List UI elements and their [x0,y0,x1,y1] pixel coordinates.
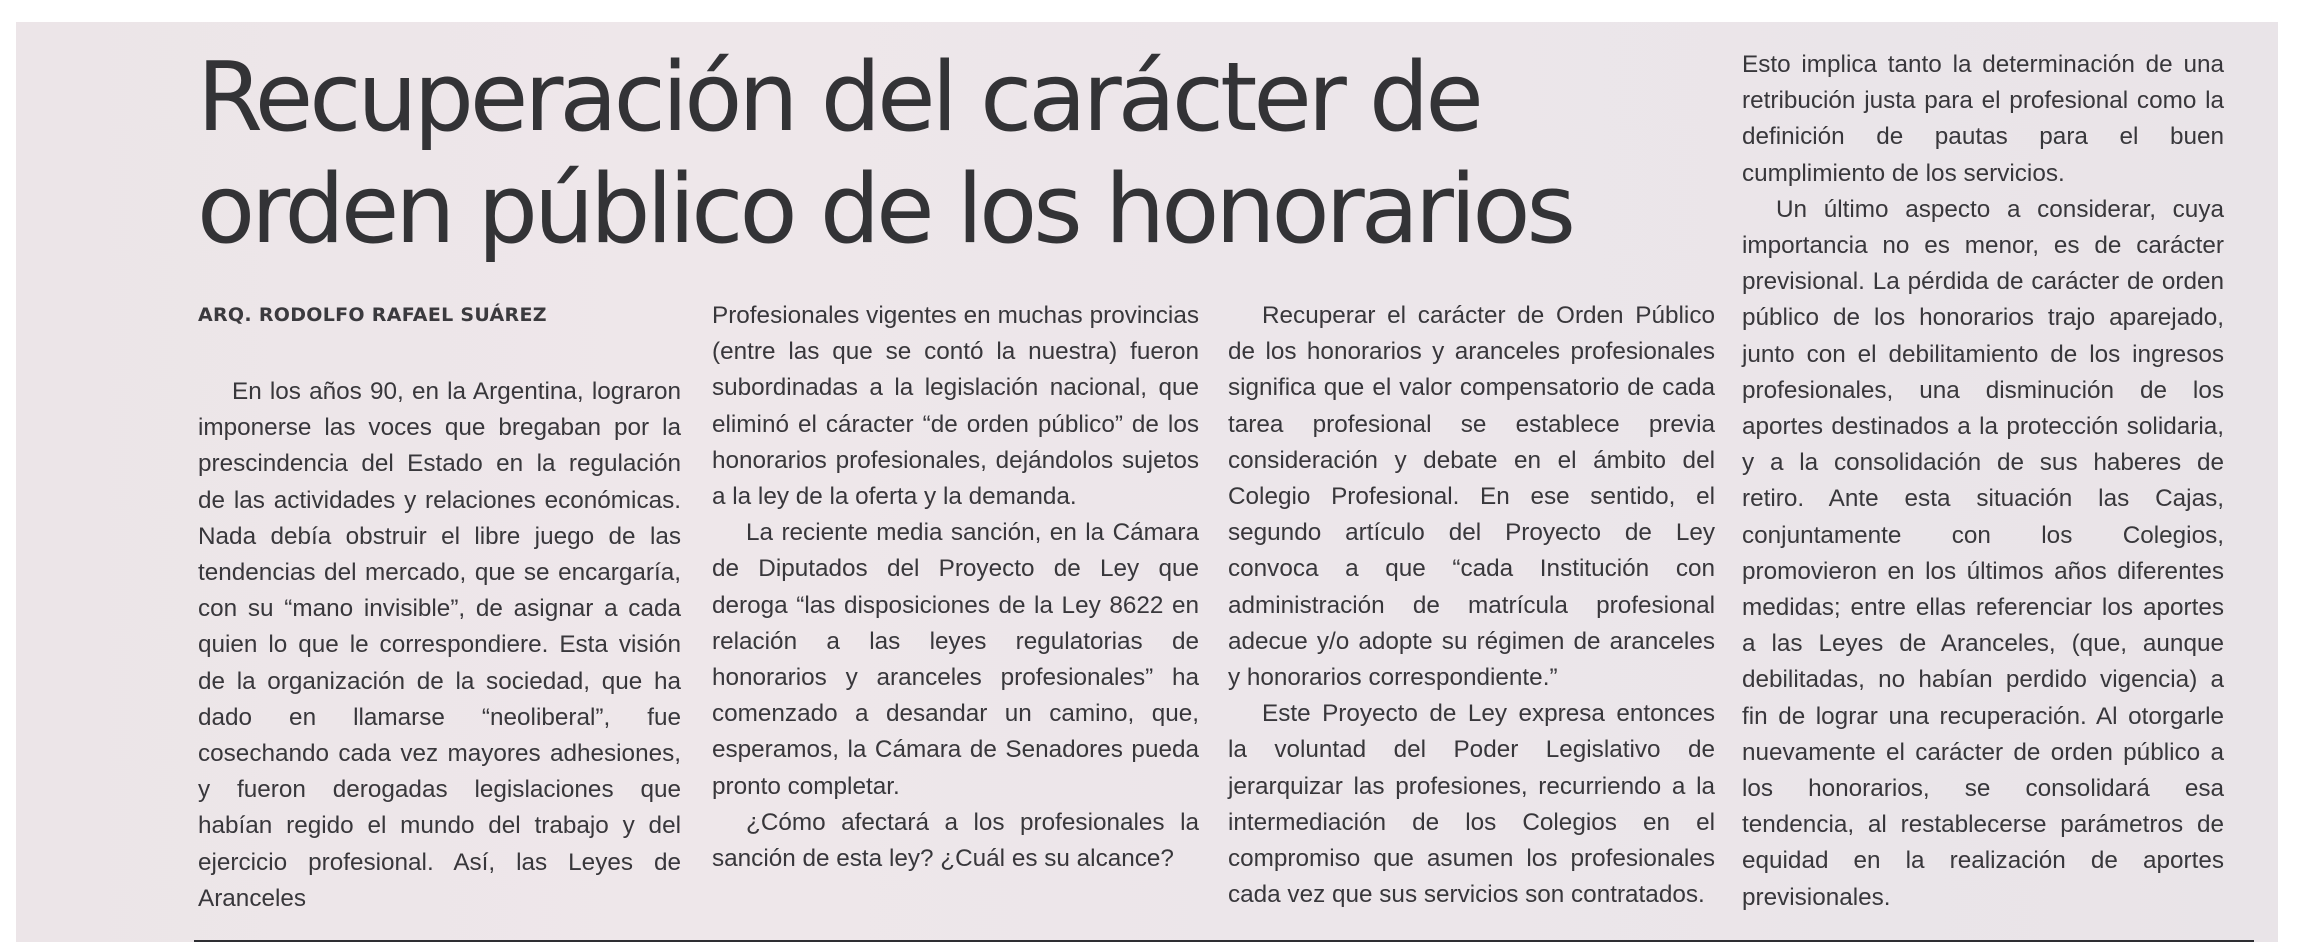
paragraph: Esto implica tanto la determinación de una retribución justa para el profesional como la definición de pautas para el buen cumplimiento de los servicios. [1742,51,2224,187]
paragraph: La reciente media sanción, en la Cámara de Diputados del Proyecto de Ley que deroga “las disposiciones de la Ley 8622 en relación a las leyes regulatorias de honorarios y aranceles profesionales” ha comenzado a desandar un camino, que, esperamos, la Cámara de Senadores pueda pronto completar. [712,519,1199,800]
article-headline [197,42,1717,266]
headline-line-1: Recuperación del carácter de [197,43,1480,153]
article-column-2 [712,298,1199,877]
paragraph: Este Proyecto de Ley expresa entonces la voluntad del Poder Legislativo de jerarquizar las profesiones, recurriendo a la intermediación de los Colegios en el compromiso que asumen los profesionales cada vez que sus servicios son contratados. [1228,700,1715,909]
author-byline: ARQ. RODOLFO RAFAEL SUÁREZ [198,304,547,326]
paragraph: Recuperar el carácter de Orden Público de los honorarios y aranceles profesionales significa que el valor compensatorio de cada tarea profesional se establece previa consideración y debate en el ámbito del Colegio Profesional. En ese sentido, el segundo artículo del Proyecto de Ley convoca a que “cada Institución con administración de matrícula profesional adecue y/o adopte su régimen de aranceles y honorarios correspondiente.” [1228,302,1715,692]
paragraph: En los años 90, en la Argentina, lograron imponerse las voces que bregaban por la prescindencia del Estado en la regulación de las actividades y relaciones económicas. Nada debía obstruir el libre juego de las tendencias del mercado, que se encargaría, con su “mano invisible”, de asignar a cada quien lo que le correspondiere. Esta visión de la organización de la sociedad, que ha dado en llamarse “neoliberal”, fue cosechando cada vez mayores adhesiones, y fueron derogadas legislaciones que habían regido el mundo del trabajo y del ejercicio profesional. Así, las Leyes de Aranceles [198,378,681,912]
article-column-3 [1228,298,1715,913]
article-column-4 [1742,47,2224,916]
bottom-rule [194,940,2254,942]
paragraph: Profesionales vigentes en muchas provincias (entre las que se contó la nuestra) fueron subordinadas a la legislación nacional, que eliminó el cáracter “de orden público” de los honorarios profesionales, dejándolos sujetos a la ley de la oferta y la demanda. [712,302,1199,511]
paragraph: Un último aspecto a considerar, cuya importancia no es menor, es de carácter previsional. La pérdida de carácter de orden público de los honorarios trajo aparejado, junto con el debilitamiento de los ingresos profesionales, una disminución de los aportes destinados a la protección solidaria, y a la consolidación de sus haberes de retiro. Ante esta situación las Cajas, conjuntamente con los Colegios, promovieron en los últimos años diferentes medidas; entre ellas referenciar los aportes a las Leyes de Aranceles, (que, aunque debilitadas, no habían perdido vigencia) a fin de lograr una recuperación. Al otorgarle nuevamente el carácter de orden público a los honorarios, se consolidará esa tendencia, al restablecerse parámetros de equidad en la realización de aportes previsionales. [1742,195,2224,911]
headline-line-2: orden público de los honorarios [197,155,1572,265]
article-column-1 [198,374,681,917]
paragraph: ¿Cómo afectará a los profesionales la sanción de esta ley? ¿Cuál es su alcance? [712,808,1199,873]
